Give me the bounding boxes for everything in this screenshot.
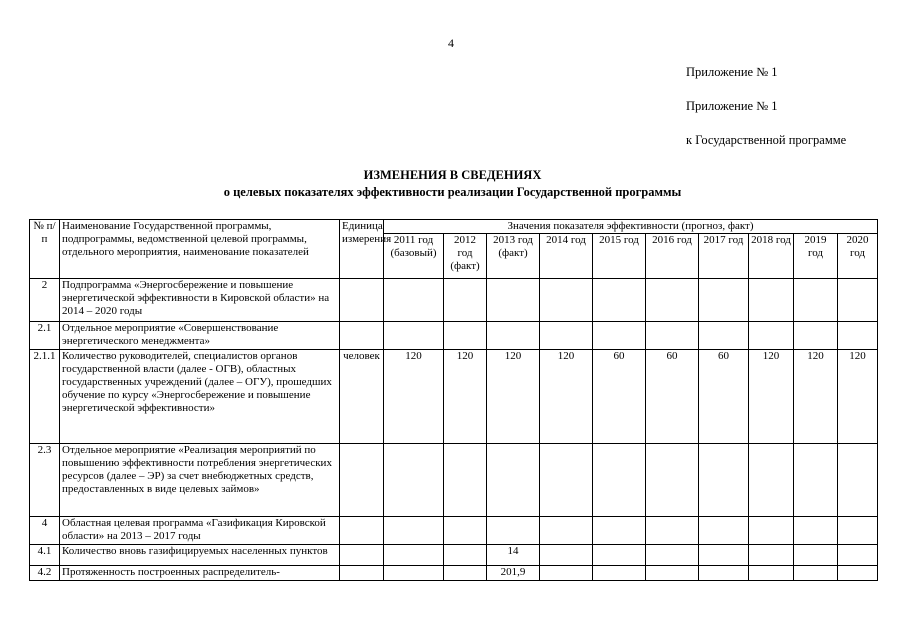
row-value [540, 279, 593, 322]
row-value: 120 [384, 350, 444, 444]
row-name: Количество вновь газифицируемых населенных пунктов [60, 545, 340, 566]
row-value [838, 545, 878, 566]
row-unit [340, 517, 384, 545]
row-value [646, 545, 699, 566]
row-unit [340, 566, 384, 581]
row-unit [340, 322, 384, 350]
row-value [540, 444, 593, 517]
row-value: 60 [593, 350, 646, 444]
row-value [838, 322, 878, 350]
row-value [749, 322, 794, 350]
table-row [30, 279, 878, 322]
row-value [487, 444, 540, 517]
header-year: 2016 год [646, 234, 699, 279]
row-value: 120 [444, 350, 487, 444]
row-value [384, 566, 444, 581]
row-value [384, 322, 444, 350]
row-value: 120 [749, 350, 794, 444]
row-value [487, 517, 540, 545]
row-value [794, 279, 838, 322]
row-value [838, 517, 878, 545]
table-row [30, 444, 878, 517]
row-value [384, 517, 444, 545]
row-value [646, 322, 699, 350]
document-subtitle: о целевых показателях эффективности реализации Государственной программы [223, 185, 682, 199]
row-name: Протяженность построенных распределитель- [60, 566, 340, 581]
header-year: 2019 год [794, 234, 838, 279]
row-value [699, 444, 749, 517]
header-year: 2018 год [749, 234, 794, 279]
row-unit: человек [340, 350, 384, 444]
table-row [30, 322, 878, 350]
row-value [794, 517, 838, 545]
indicators-table [29, 219, 878, 581]
appendix-line-1: Приложение № 1 [686, 65, 778, 79]
row-value [444, 566, 487, 581]
row-number: 2.1.1 [30, 350, 60, 444]
row-value [384, 279, 444, 322]
row-value [487, 322, 540, 350]
row-value: 60 [646, 350, 699, 444]
row-unit [340, 279, 384, 322]
row-value [699, 322, 749, 350]
row-value: 201,9 [487, 566, 540, 581]
row-value [384, 444, 444, 517]
row-number: 4.2 [30, 566, 60, 581]
row-value [444, 279, 487, 322]
row-unit [340, 444, 384, 517]
row-value [646, 566, 699, 581]
appendix-line-3: к Государственной программе [686, 133, 847, 147]
header-year: 2017 год [699, 234, 749, 279]
row-name: Областная целевая программа «Газификация Кировской области» на 2013 – 2017 годы [60, 517, 340, 545]
row-value [699, 545, 749, 566]
row-value [593, 322, 646, 350]
row-value [444, 322, 487, 350]
row-value [593, 279, 646, 322]
table-row [30, 566, 878, 581]
header-year: 2011 год (базовый) [384, 234, 444, 279]
row-value [646, 279, 699, 322]
row-value [749, 279, 794, 322]
row-value [838, 566, 878, 581]
row-value [444, 545, 487, 566]
row-value [384, 545, 444, 566]
row-value [699, 566, 749, 581]
row-value: 60 [699, 350, 749, 444]
header-year: 2015 год [593, 234, 646, 279]
row-value: 120 [540, 350, 593, 444]
header-name: Наименование Государственной программы, подпрограммы, ведомственной целевой программы, отдельного мероприятия, наименование показателей [60, 220, 340, 279]
row-number: 4.1 [30, 545, 60, 566]
row-value [699, 279, 749, 322]
header-year: 2014 год [540, 234, 593, 279]
row-value [540, 517, 593, 545]
row-value [838, 279, 878, 322]
row-value [540, 322, 593, 350]
row-value [487, 279, 540, 322]
row-value [749, 517, 794, 545]
document-title: ИЗМЕНЕНИЯ В СВЕДЕНИЯХ [363, 168, 542, 182]
row-value: 120 [794, 350, 838, 444]
row-value [593, 517, 646, 545]
header-year: 2013 год (факт) [487, 234, 540, 279]
row-value [444, 517, 487, 545]
page-number: 4 [448, 36, 454, 50]
row-number: 2.1 [30, 322, 60, 350]
row-value: 120 [838, 350, 878, 444]
row-name: Подпрограмма «Энергосбережение и повышение энергетической эффективности в Кировской области» на 2014 – 2020 годы [60, 279, 340, 322]
row-value [794, 566, 838, 581]
row-value [794, 545, 838, 566]
header-unit: Единица измерения [340, 220, 384, 279]
row-value [749, 545, 794, 566]
header-year: 2020 год [838, 234, 878, 279]
row-value [593, 545, 646, 566]
row-number: 2.3 [30, 444, 60, 517]
row-value: 14 [487, 545, 540, 566]
header-num: № п/п [30, 220, 60, 279]
header-year: 2012 год (факт) [444, 234, 487, 279]
row-value [749, 444, 794, 517]
table-row [30, 545, 878, 566]
header-values-group: Значения показателя эффективности (прогноз, факт) [384, 220, 878, 234]
row-value [593, 566, 646, 581]
row-value: 120 [487, 350, 540, 444]
row-value [794, 444, 838, 517]
row-number: 4 [30, 517, 60, 545]
row-name: Количество руководителей, специалистов органов государственной власти (далее - ОГВ), областных государственных учреждений (далее – ОГУ), прошедших обучение по курсу «Энергосбережение и повышение энергетической эффективности» [60, 350, 340, 444]
row-value [646, 444, 699, 517]
table-row [30, 350, 878, 444]
row-value [749, 566, 794, 581]
row-value [593, 444, 646, 517]
row-unit [340, 545, 384, 566]
row-value [699, 517, 749, 545]
table-row [30, 517, 878, 545]
row-value [838, 444, 878, 517]
row-value [444, 444, 487, 517]
appendix-line-2: Приложение № 1 [686, 99, 778, 113]
row-value [540, 545, 593, 566]
row-name: Отдельное мероприятие «Реализация мероприятий по повышению эффективности потребления энергетических ресурсов (далее – ЭР) за счет внебюджетных средств, предоставленных в виде целевых займов» [60, 444, 340, 517]
row-value [794, 322, 838, 350]
row-value [540, 566, 593, 581]
row-value [646, 517, 699, 545]
row-name: Отдельное мероприятие «Совершенствование энергетического менеджмента» [60, 322, 340, 350]
row-number: 2 [30, 279, 60, 322]
